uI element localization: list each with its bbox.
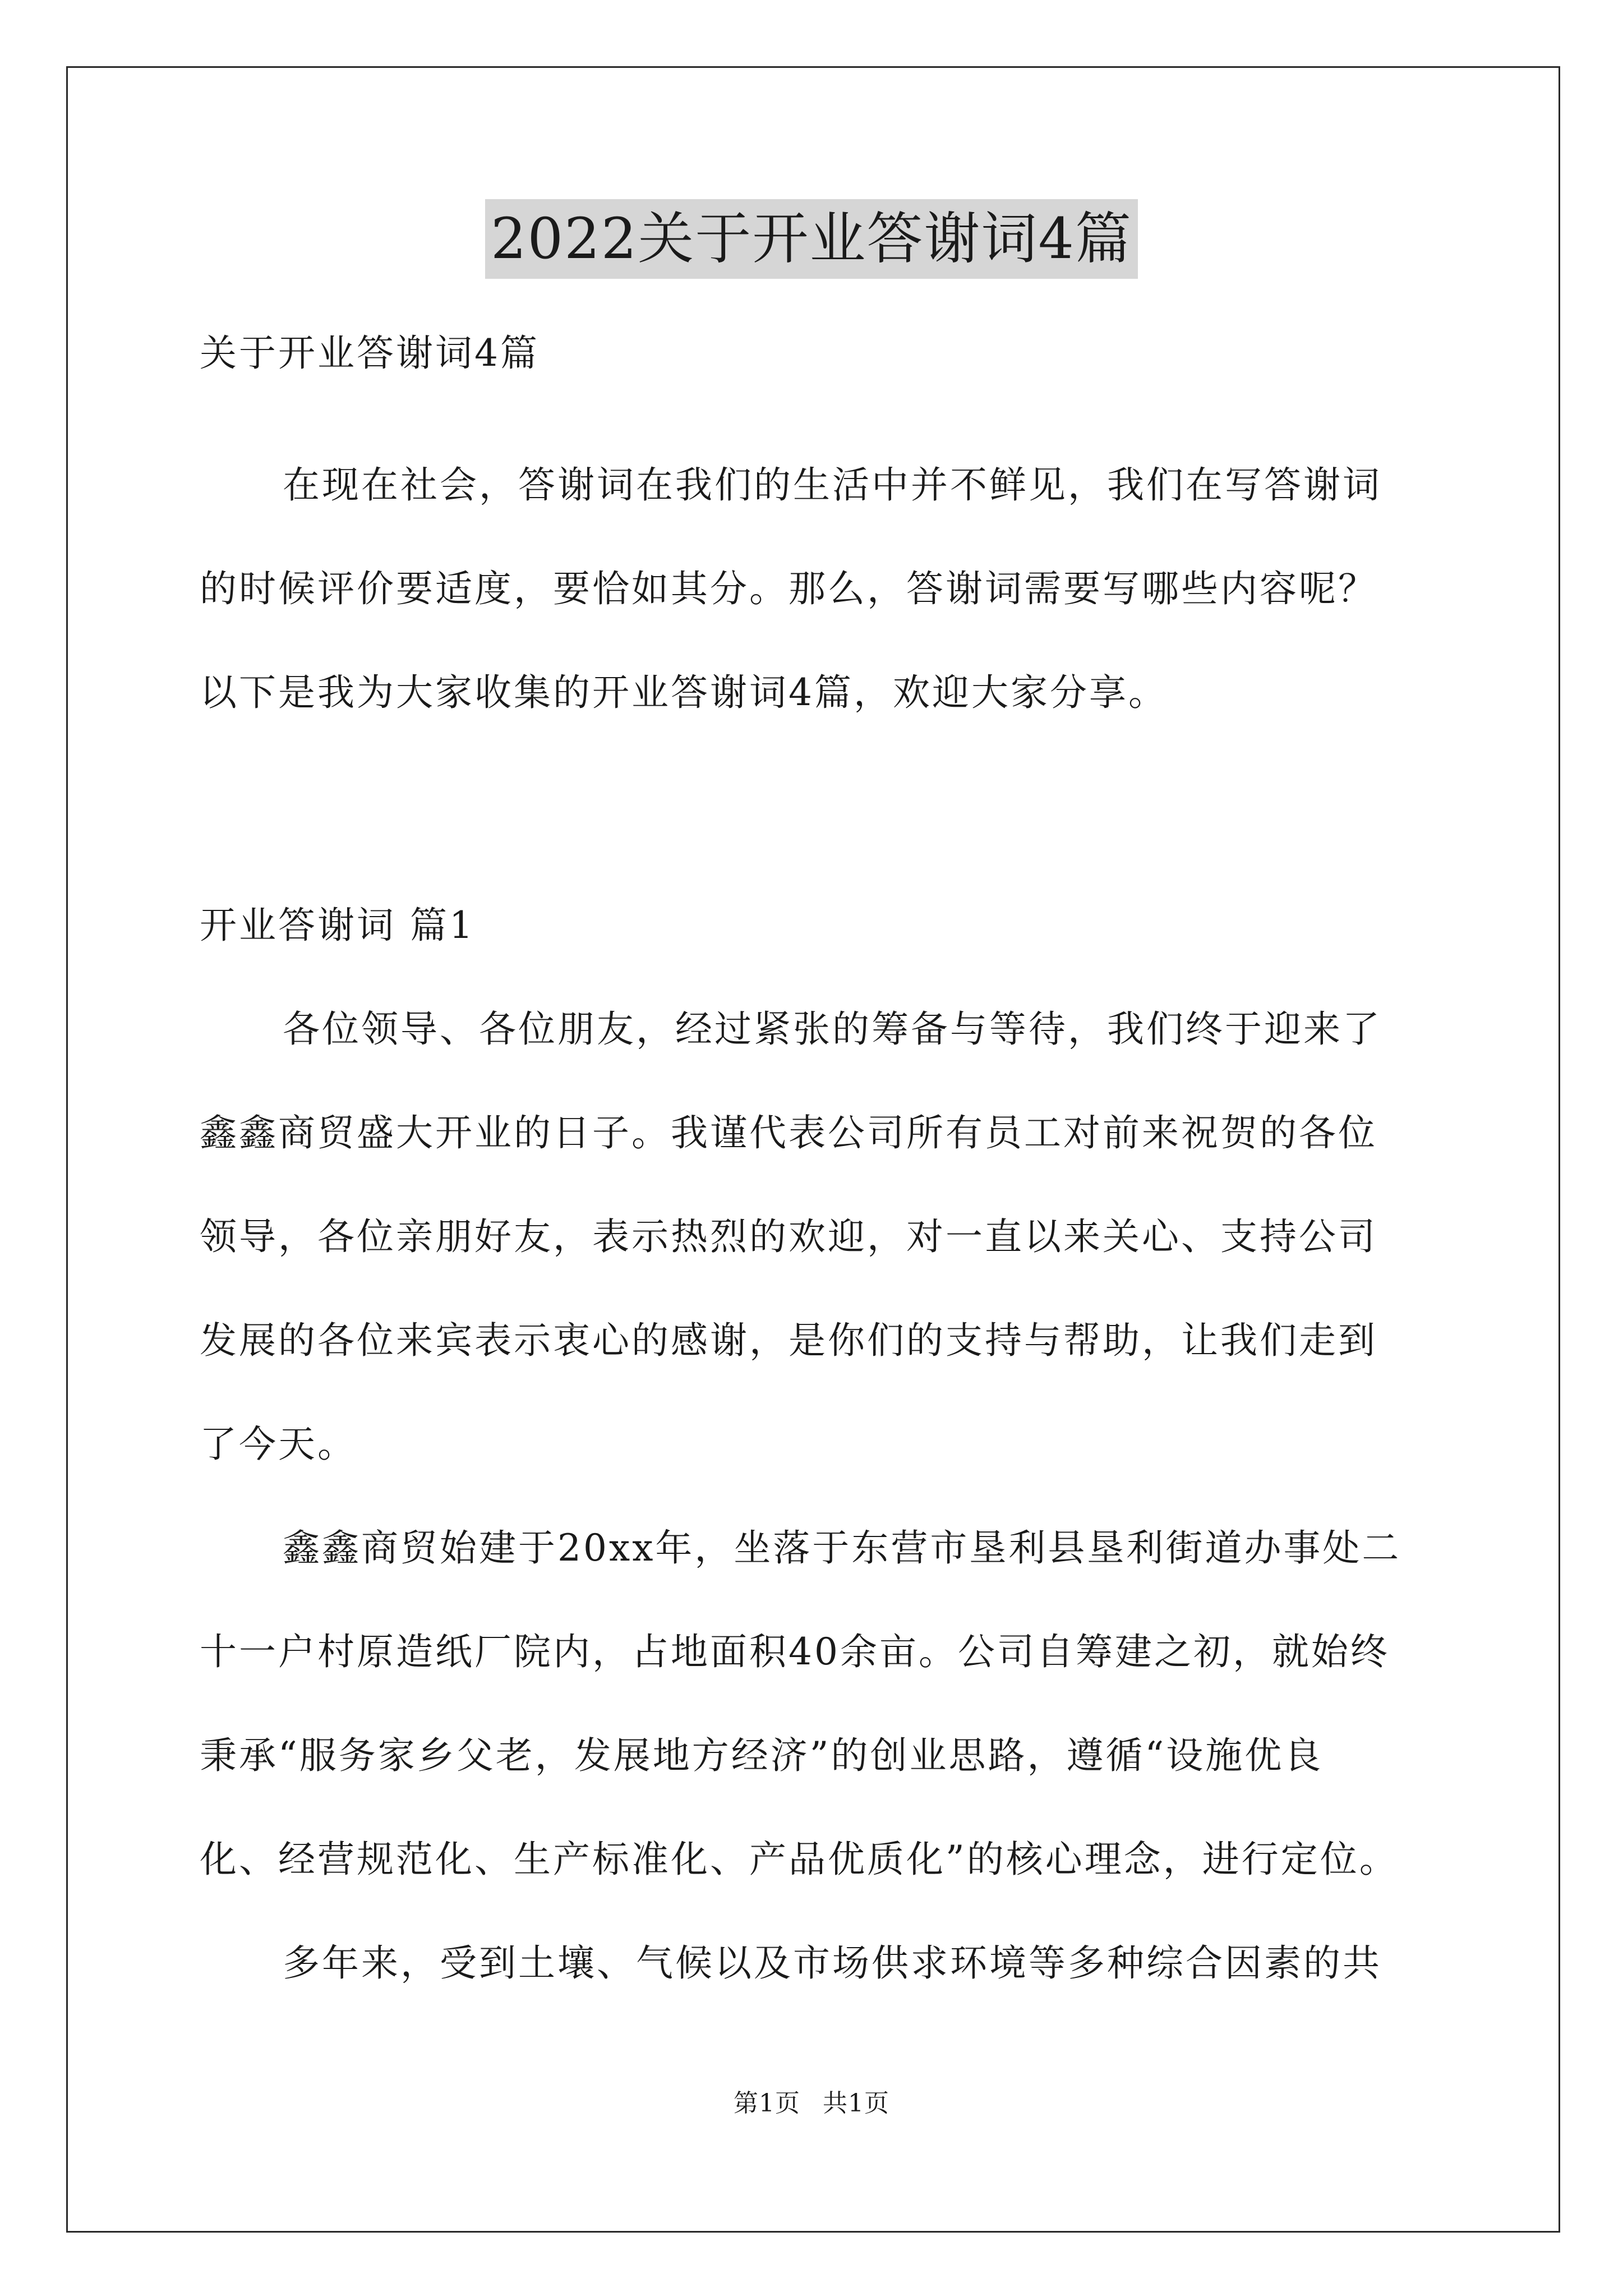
- para1-line-4: 发展的各位来宾表示衷心的感谢，是你们的支持与帮助，让我们走到: [200, 1319, 1377, 1362]
- page-total: 共1页: [823, 2089, 889, 2118]
- intro-line-1: 在现在社会，答谢词在我们的生活中并不鲜见，我们在写答谢词: [283, 463, 1382, 507]
- intro-line-3: 以下是我为大家收集的开业答谢词4篇，欢迎大家分享。: [200, 671, 1168, 714]
- document-title: [0, 199, 1623, 279]
- section-heading: 开业答谢词 篇1: [200, 904, 475, 947]
- para1-line-5: 了今天。: [200, 1423, 357, 1466]
- para2-line-3: 秉承“服务家乡父老，发展地方经济”的创业思路，遵循“设施优良: [200, 1734, 1324, 1777]
- page-footer: [0, 2087, 1623, 2120]
- para2-line-2: 十一户村原造纸厂院内，占地面积40余亩。公司自筹建之初，就始终: [200, 1630, 1390, 1673]
- intro-line-2: 的时候评价要适度，要恰如其分。那么，答谢词需要写哪些内容呢？: [200, 567, 1377, 610]
- para1-line-1: 各位领导、各位朋友，经过紧张的筹备与等待，我们终于迎来了: [283, 1007, 1382, 1051]
- para2-line-4: 化、经营规范化、生产标准化、产品优质化”的核心理念，进行定位。: [200, 1838, 1399, 1881]
- para1-line-2: 鑫鑫商贸盛大开业的日子。我谨代表公司所有员工对前来祝贺的各位: [200, 1111, 1377, 1154]
- para2-line-1: 鑫鑫商贸始建于20xx年，坐落于东营市垦利县垦利街道办事处二: [283, 1526, 1401, 1570]
- para3-line-1: 多年来，受到土壤、气候以及市场供求环境等多种综合因素的共: [283, 1941, 1382, 1985]
- document-title-text: 2022关于开业答谢词4篇: [485, 199, 1138, 279]
- para1-line-3: 领导，各位亲朋好友，表示热烈的欢迎，对一直以来关心、支持公司: [200, 1215, 1377, 1258]
- subtitle: 关于开业答谢词4篇: [200, 332, 540, 375]
- page-number: 第1页: [734, 2089, 800, 2118]
